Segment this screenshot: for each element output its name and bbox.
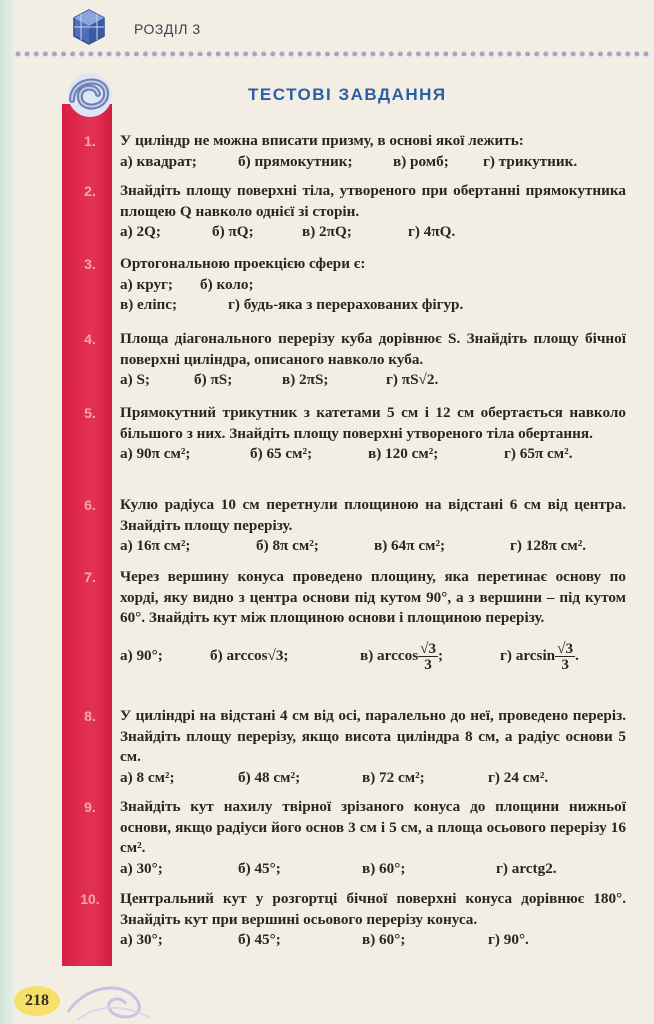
option: в) 60°; bbox=[362, 931, 406, 948]
task-options bbox=[120, 152, 626, 173]
task-number: 9. bbox=[84, 799, 96, 815]
task-options bbox=[120, 930, 626, 951]
fraction bbox=[418, 641, 438, 672]
task-question: Знайдіть кут нахилу твірної зрізаного конуса до площини нижньої основи, якщо радіуси його основ 3 см і 5 см, а площа осьового перерізу 16 см². bbox=[120, 798, 626, 856]
option: а) квадрат; bbox=[120, 152, 197, 170]
option: г) 128π см². bbox=[510, 537, 587, 554]
option: г) 65π см². bbox=[504, 445, 573, 462]
option: г) arcsin $\frac{√3}{3}$ . bbox=[500, 640, 579, 673]
option: в) еліпс; bbox=[120, 296, 178, 313]
task-options bbox=[120, 222, 626, 243]
option: б) 45°; bbox=[238, 859, 281, 877]
task-number: 2. bbox=[84, 183, 96, 199]
option-label: в) arccos bbox=[360, 647, 419, 665]
option: г) 90°. bbox=[488, 931, 529, 948]
fraction-numerator: √3 bbox=[557, 640, 574, 657]
task-question: Центральний кут у розгортці бічної поверхні конуса дорівнює 180°. Знайдіть кут при вершині осьового перерізу конуса. bbox=[120, 890, 626, 928]
task-number: 5. bbox=[84, 405, 96, 421]
page-edge bbox=[0, 0, 14, 1024]
option: а) 30°; bbox=[120, 859, 163, 877]
option: а) 16π см²; bbox=[120, 537, 191, 554]
option: в) 60°; bbox=[362, 859, 406, 877]
option: в) 2πQ; bbox=[302, 223, 352, 240]
page-number: 218 bbox=[14, 986, 60, 1016]
option: а) S; bbox=[120, 371, 150, 388]
task-options bbox=[120, 768, 626, 789]
gem-icon bbox=[70, 8, 108, 46]
fraction-denominator: 3 bbox=[561, 656, 569, 673]
option: а) круг; bbox=[120, 275, 173, 293]
task-question: Площа діагонального перерізу куба дорівнює S. Знайдіть площу бічної поверхні циліндра, описаного навколо куба. bbox=[120, 330, 626, 368]
task-options bbox=[120, 295, 626, 316]
task-4 bbox=[120, 329, 626, 391]
header bbox=[0, 0, 654, 70]
task-question: У циліндр не можна вписати призму, в основі якої лежить: bbox=[120, 132, 524, 149]
option: в) 72 см²; bbox=[362, 768, 425, 786]
decorative-swirl-icon bbox=[58, 972, 158, 1024]
option: а) 90π см²; bbox=[120, 445, 191, 462]
task-1 bbox=[120, 131, 626, 172]
fraction-numerator: √3 bbox=[420, 640, 437, 657]
task-5 bbox=[120, 403, 626, 465]
fraction-denominator: 3 bbox=[424, 656, 432, 673]
section-label: РОЗДІЛ 3 bbox=[134, 21, 201, 37]
task-3 bbox=[120, 254, 626, 316]
task-number: 6. bbox=[84, 497, 96, 513]
task-number: 7. bbox=[84, 569, 96, 585]
option: г) πS√2. bbox=[386, 371, 439, 388]
task-options bbox=[120, 637, 626, 677]
task-options bbox=[120, 275, 626, 296]
option: б) arccos√3; bbox=[210, 647, 289, 665]
task-number: 1. bbox=[84, 133, 96, 149]
option: а) 2Q; bbox=[120, 223, 161, 240]
option: б) πQ; bbox=[212, 223, 254, 240]
option: а) 90°; bbox=[120, 647, 163, 665]
option: г) будь-яка з перерахованих фігур. bbox=[228, 296, 464, 313]
option: в) 2πS; bbox=[282, 371, 329, 388]
task-options bbox=[120, 370, 626, 391]
task-options bbox=[120, 536, 626, 557]
red-margin-band bbox=[62, 104, 112, 966]
task-number: 10. bbox=[80, 891, 100, 907]
task-question: Знайдіть площу поверхні тіла, утвореного при обертанні прямокутника площею Q навколо однієї зі сторін. bbox=[120, 182, 626, 220]
ribbon-knot-icon bbox=[62, 70, 118, 120]
option: а) 30°; bbox=[120, 931, 163, 948]
option: в) 64π см²; bbox=[374, 537, 446, 554]
task-question: Кулю радіуса 10 см перетнули площиною на відстані 6 см від центра. Знайдіть площу перерізу. bbox=[120, 496, 626, 534]
dotted-divider bbox=[14, 50, 654, 58]
task-question: Через вершину конуса проведено площину, яка перетинає основу по хорді, яку видно з центра основи під кутом 90°, а з вершини – під кутом 60°. Знайдіть кут між площиною основи і площиною перерізу. bbox=[120, 568, 626, 626]
fraction bbox=[555, 641, 575, 672]
task-options bbox=[120, 859, 626, 880]
task-10 bbox=[120, 889, 626, 951]
task-options bbox=[120, 444, 626, 465]
task-number: 3. bbox=[84, 256, 96, 272]
task-8 bbox=[120, 706, 626, 788]
option: б) 48 см²; bbox=[238, 768, 301, 786]
option: а) 8 см²; bbox=[120, 768, 175, 786]
page-title: ТЕСТОВІ ЗАВДАННЯ bbox=[248, 85, 447, 104]
task-2 bbox=[120, 181, 626, 243]
option: б) прямокутник; bbox=[238, 152, 353, 170]
option-label: г) arcsin bbox=[500, 647, 556, 665]
task-9 bbox=[120, 797, 626, 879]
option: б) 65 см²; bbox=[250, 445, 313, 462]
task-question: Ортогональною проекцією сфери є: bbox=[120, 255, 366, 272]
option: б) 45°; bbox=[238, 931, 281, 948]
option: г) 24 см². bbox=[488, 768, 549, 786]
task-question: Прямокутний трикутник з катетами 5 см і 12 см обертається навколо більшого з них. Знайдіть площу поверхні утвореного тіла обертання. bbox=[120, 404, 626, 442]
option: г) трикутник. bbox=[483, 152, 578, 170]
option: б) πS; bbox=[194, 371, 233, 388]
task-6 bbox=[120, 495, 626, 557]
option: в) arccos $\frac{√3}{3}$ ; bbox=[360, 640, 444, 673]
task-7 bbox=[120, 567, 626, 677]
option: в) ромб; bbox=[393, 152, 449, 170]
task-question: У циліндрі на відстані 4 см від осі, паралельно до неї, проведено переріз. Знайдіть площу перерізу, якщо висота циліндра 8 см, а радіус основи 5 см. bbox=[120, 707, 626, 765]
option: в) 120 см²; bbox=[368, 445, 439, 462]
task-number: 4. bbox=[84, 331, 96, 347]
option: г) 4πQ. bbox=[408, 223, 456, 240]
task-number: 8. bbox=[84, 708, 96, 724]
option: б) коло; bbox=[200, 275, 254, 293]
option: б) 8π см²; bbox=[256, 537, 319, 554]
option: г) arctg2. bbox=[496, 859, 557, 877]
